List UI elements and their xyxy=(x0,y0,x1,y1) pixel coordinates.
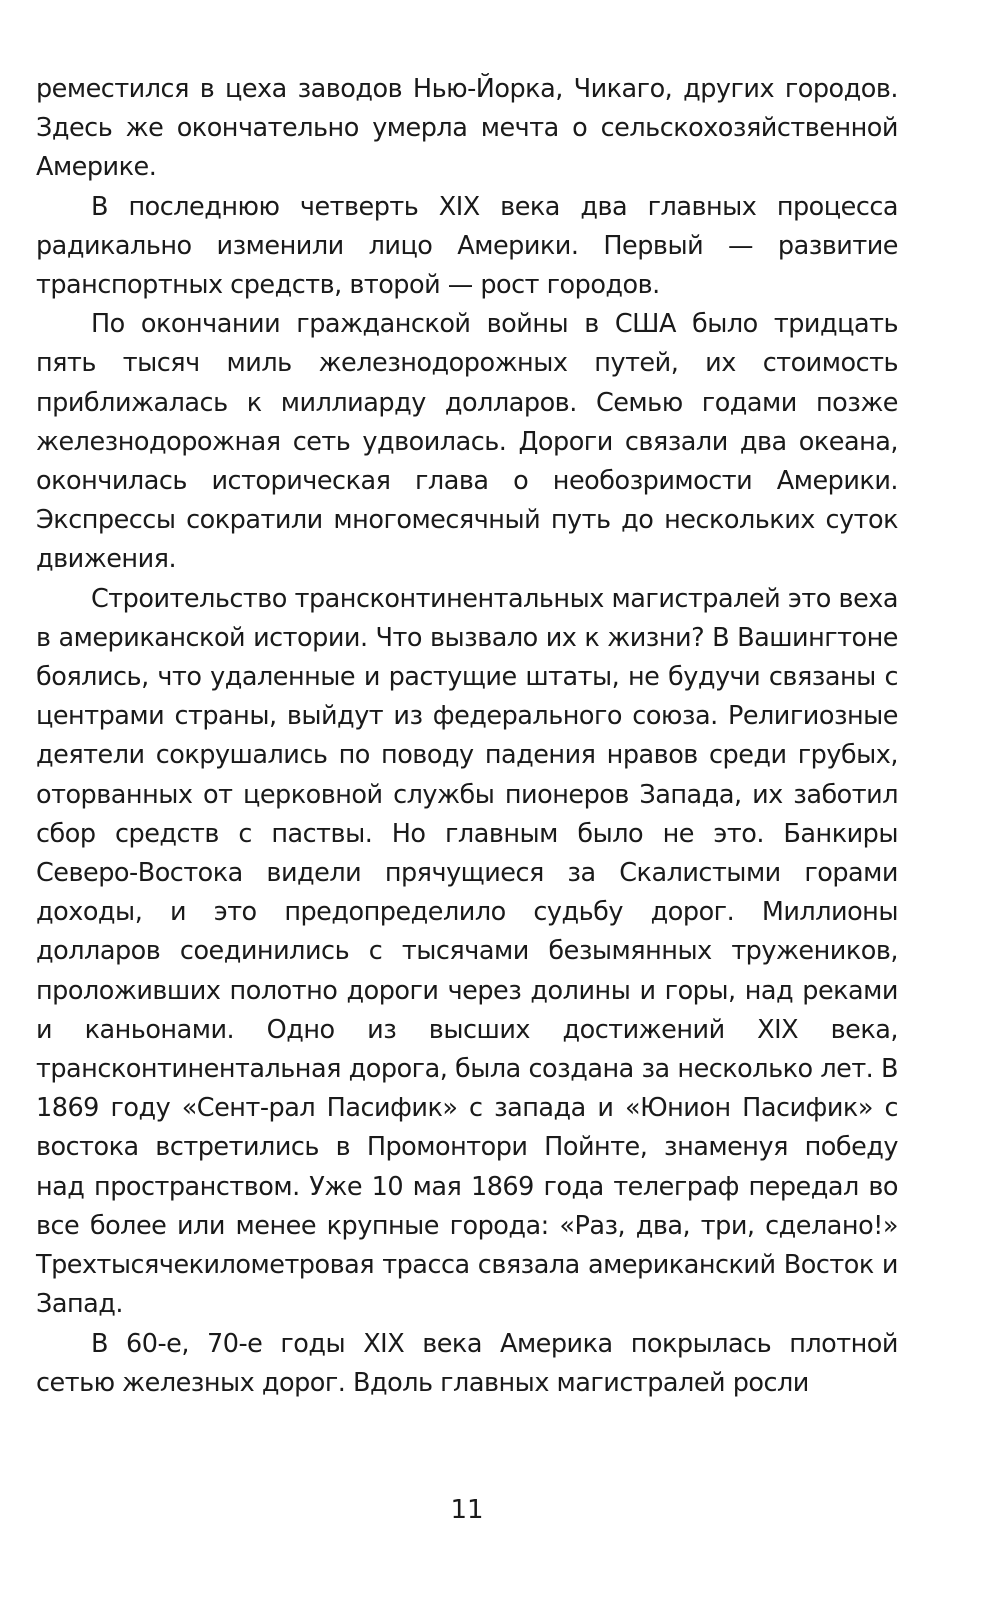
book-page-text xyxy=(36,70,898,1403)
paragraph-3: По окончании гражданской войны в США было тридцать пять тысяч миль железнодорожных путей, их стоимость приближалась к миллиарду долларов. Семью годами позже железнодорожная сеть удвоилась. Дороги связали два океана, окончилась историческая глава о необозримости Америки. Экспрессы сократили многомесячный путь до нескольких суток движения. xyxy=(36,309,898,575)
page-number: 11 xyxy=(450,1495,484,1525)
paragraph-5: В 60-е, 70-е годы XIX века Америка покрылась плотной сетью железных дорог. Вдоль главных магистралей росли xyxy=(36,1328,898,1398)
paragraph-2: В последнюю четверть XIX века два главных процесса радикально изменили лицо Америки. Первый — развитие транспортных средств, второй — рост городов. xyxy=(36,191,898,301)
paragraph-4: Строительство трансконтинентальных магистралей это веха в американской истории. Что вызвало их к жизни? В Вашингтоне боялись, что удаленные и растущие штаты, не будучи связаны с центрами страны, выйдут из федерального союза. Религиозные деятели сокрушались по поводу падения нравов среди грубых, оторванных от церковной службы пионеров Запада, их заботил сбор средств с паствы. Но главным было не это. Банкиры Северо-Востока видели прячущиеся за Скалистыми горами доходы, и это предопределило судьбу дорог. Миллионы долларов соединились с тысячами безымянных тружеников, проложивших полотно дороги через долины и горы, над реками и каньонами. Одно из высших достижений XIX века, трансконтинентальная дорога, была создана за несколько лет. В 1869 году «Сент-рал Пасифик» с запада и «Юнион Пасифик» с востока встретились в Промонтори Пойнте, знаменуя победу над пространством. Уже 10 мая 1869 года телеграф передал во все более или менее крупные города: «Раз, два, три, сделано!» Трехтысячекилометровая трасса связала американский Восток и Запад. xyxy=(36,583,898,1320)
paragraph-1: реместился в цеха заводов Нью-Йорка, Чикаго, других городов. Здесь же окончательно умерла мечта о сельскохозяйственной Америке. xyxy=(36,74,898,183)
